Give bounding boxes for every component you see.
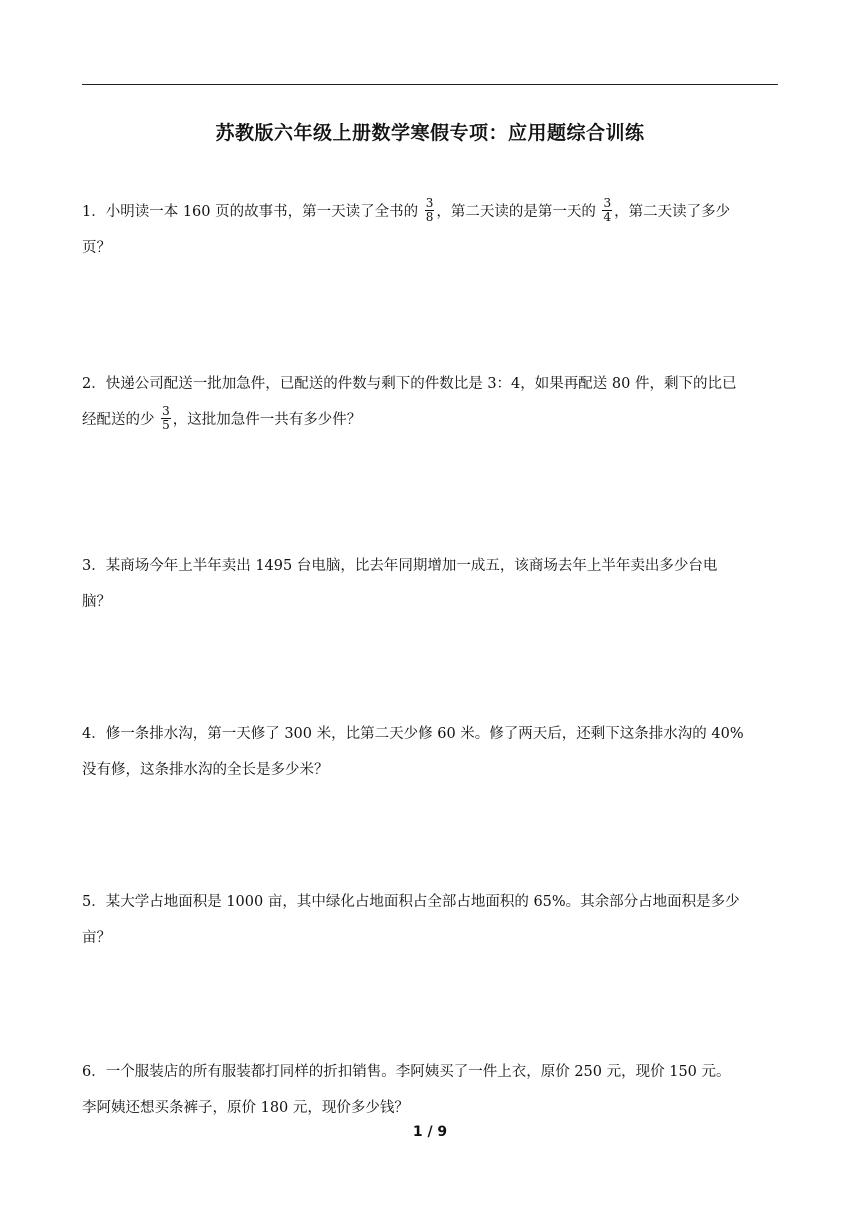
fraction-denominator: 8 (425, 209, 434, 224)
question-4-line-2: 没有修，这条排水沟的全长是多少米？ (82, 762, 329, 778)
question-4 (82, 716, 782, 788)
question-2-fraction-1 (161, 405, 171, 432)
fraction-numerator: 3 (603, 195, 612, 210)
question-1-fraction-1 (425, 197, 435, 224)
question-6-line-2: 李阿姨还想买条裤子，原价 180 元，现价多少钱？ (82, 1100, 409, 1116)
question-4-line-1: 4．修一条排水沟，第一天修了 300 米，比第二天少修 60 米。修了两天后，还剩下这条排水沟的 40% (82, 726, 744, 742)
question-1-text-c: ，第二天读了多少 (614, 204, 731, 220)
question-2-text-a: 经配送的少 (82, 412, 155, 428)
question-1-fraction-2 (602, 197, 612, 224)
fraction-numerator: 3 (162, 403, 170, 418)
fraction-numerator: 3 (425, 195, 434, 210)
question-6 (82, 1054, 782, 1126)
question-1 (82, 194, 782, 266)
question-2-line-2 (82, 402, 782, 438)
question-5-line-1: 5．某大学占地面积是 1000 亩，其中绿化占地面积占全部占地面积的 65%。其余部分占地面积是多少 (82, 894, 740, 910)
question-2-line-1: 2．快递公司配送一批加急件，已配送的件数与剩下的件数比是 3：4，如果再配送 80 件，剩下的比已 (82, 376, 737, 392)
question-1-text-a: 1．小明读一本 160 页的故事书，第一天读了全书的 (82, 204, 419, 220)
question-3 (82, 548, 782, 620)
question-1-line-1 (82, 194, 782, 230)
page-number: 1 / 9 (412, 1124, 448, 1140)
question-6-line-1: 6．一个服装店的所有服装都打同样的折扣销售。李阿姨买了一件上衣，原价 250 元，现价 150 元。 (82, 1064, 731, 1080)
fraction-denominator: 5 (162, 417, 170, 432)
page-title: 苏教版六年级上册数学寒假专项：应用题综合训练 (215, 122, 645, 144)
question-1-line-2: 页？ (82, 240, 111, 256)
question-5 (82, 884, 782, 956)
question-2 (82, 366, 782, 438)
question-1-text-b: ，第二天读的是第一天的 (436, 204, 596, 220)
fraction-denominator: 4 (603, 209, 612, 224)
question-2-text-b: ，这批加急件一共有多少件？ (172, 412, 362, 428)
question-3-line-1: 3．某商场今年上半年卖出 1495 台电脑，比去年同期增加一成五，该商场去年上半年卖出多少台电 (82, 558, 718, 574)
header-rule (82, 84, 778, 85)
question-5-line-2: 亩？ (82, 930, 111, 946)
question-3-line-2: 脑？ (82, 594, 111, 610)
